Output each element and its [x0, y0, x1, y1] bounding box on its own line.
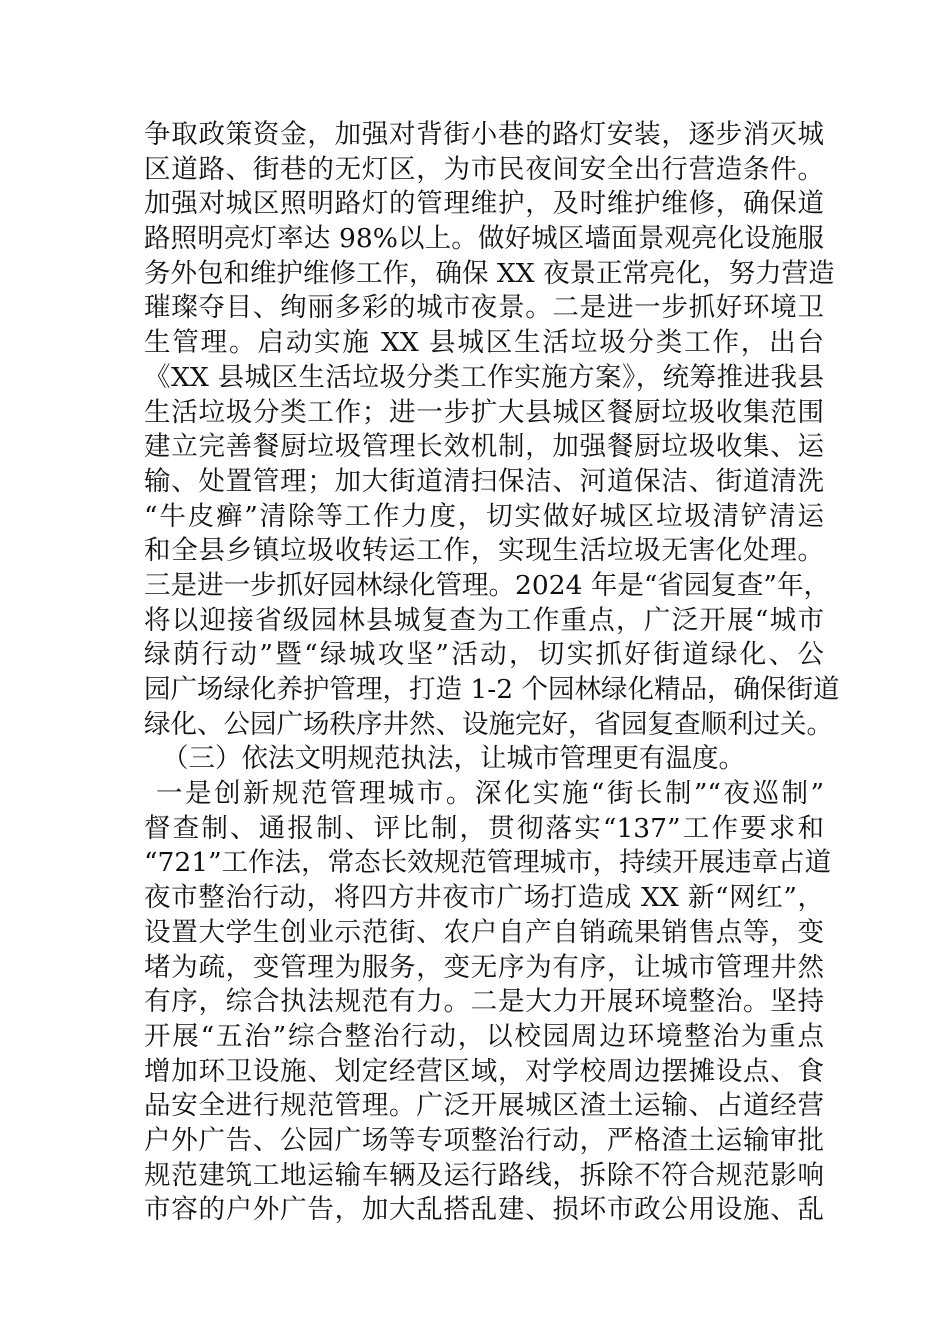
text-line: 璀璨夺目、绚丽多彩的城市夜景。二是进一步抓好环境卫	[144, 292, 824, 324]
text-line: 加强对城区照明路灯的管理维护，及时维护维修，确保道	[144, 188, 824, 220]
text-line: 规范建筑工地运输车辆及运行路线，拆除不符合规范影响	[144, 1159, 824, 1191]
text-line: 绿荫行动”暨“绿城攻坚”活动，切实抓好街道绿化、公	[144, 639, 824, 671]
text-line: 建立完善餐厨垃圾管理长效机制，加强餐厨垃圾收集、运	[144, 431, 824, 463]
text-line: 和全县乡镇垃圾收转运工作，实现生活垃圾无害化处理。	[144, 535, 824, 567]
text-line: 园广场绿化养护管理，打造 1-2 个园林绿化精品，确保街道	[144, 674, 840, 705]
text-line: 绿化、公园广场秩序井然、设施完好，省园复查顺利过关。	[144, 708, 833, 740]
text-line: 输、处置管理；加大街道清扫保洁、河道保洁、街道清洗	[144, 465, 824, 497]
text-line: 户外广告、公园广场等专项整治行动，严格渣土运输审批	[144, 1124, 824, 1156]
text-line: 一是创新规范管理城市。深化实施“街长制”“夜巡制”	[156, 778, 824, 810]
text-line: 三是进一步抓好园林绿化管理。2024 年是“省园复查”年，	[144, 569, 830, 601]
text-line: 市容的户外广告，加大乱搭乱建、损坏市政公用设施、乱	[144, 1194, 824, 1226]
text-line: 设置大学生创业示范街、农户自产自销疏果销售点等，变	[144, 916, 824, 948]
text-line: 督查制、通报制、评比制，贯彻落实“137”工作要求和	[144, 812, 824, 844]
text-line: 品安全进行规范管理。广泛开展城区渣土运输、占道经营	[144, 1090, 824, 1122]
text-line: 务外包和维护维修工作，确保 XX 夜景正常亮化，努力营造	[144, 257, 835, 289]
text-line: 生管理。启动实施 XX 县城区生活垃圾分类工作，出台	[144, 327, 824, 359]
text-line: 路照明亮灯率达 98%以上。做好城区墙面景观亮化设施服	[144, 223, 824, 255]
text-line: 夜市整治行动，将四方井夜市广场打造成 XX 新“网红”，	[144, 882, 824, 914]
text-line: 将以迎接省级园林县城复查为工作重点，广泛开展“城市	[144, 604, 824, 636]
body-text	[144, 118, 840, 1228]
text-line: 开展“五治”综合整治行动，以校园周边环境整治为重点	[144, 1020, 824, 1052]
text-line: 生活垃圾分类工作；进一步扩大县城区餐厨垃圾收集范围	[144, 396, 824, 428]
text-line: 增加环卫设施、划定经营区域，对学校周边摆摊设点、食	[144, 1055, 824, 1087]
text-line: 堵为疏，变管理为服务，变无序为有序，让城市管理井然	[144, 951, 824, 983]
text-line: 争取政策资金，加强对背街小巷的路灯安装，逐步消灭城	[144, 119, 824, 150]
text-line: 《XX 县城区生活垃圾分类工作实施方案》，统筹推进我县	[144, 361, 824, 393]
text-line: 区道路、街巷的无灯区，为市民夜间安全出行营造条件。	[144, 153, 824, 185]
text-line: “721”工作法，常态长效规范管理城市，持续开展违章占道	[144, 847, 832, 879]
text-line: 有序，综合执法规范有力。二是大力开展环境整治。坚持	[144, 986, 824, 1018]
text-line: “牛皮癣”清除等工作力度，切实做好城区垃圾清铲清运	[144, 500, 824, 532]
section-heading: （三）依法文明规范执法，让城市管理更有温度。	[162, 743, 745, 775]
